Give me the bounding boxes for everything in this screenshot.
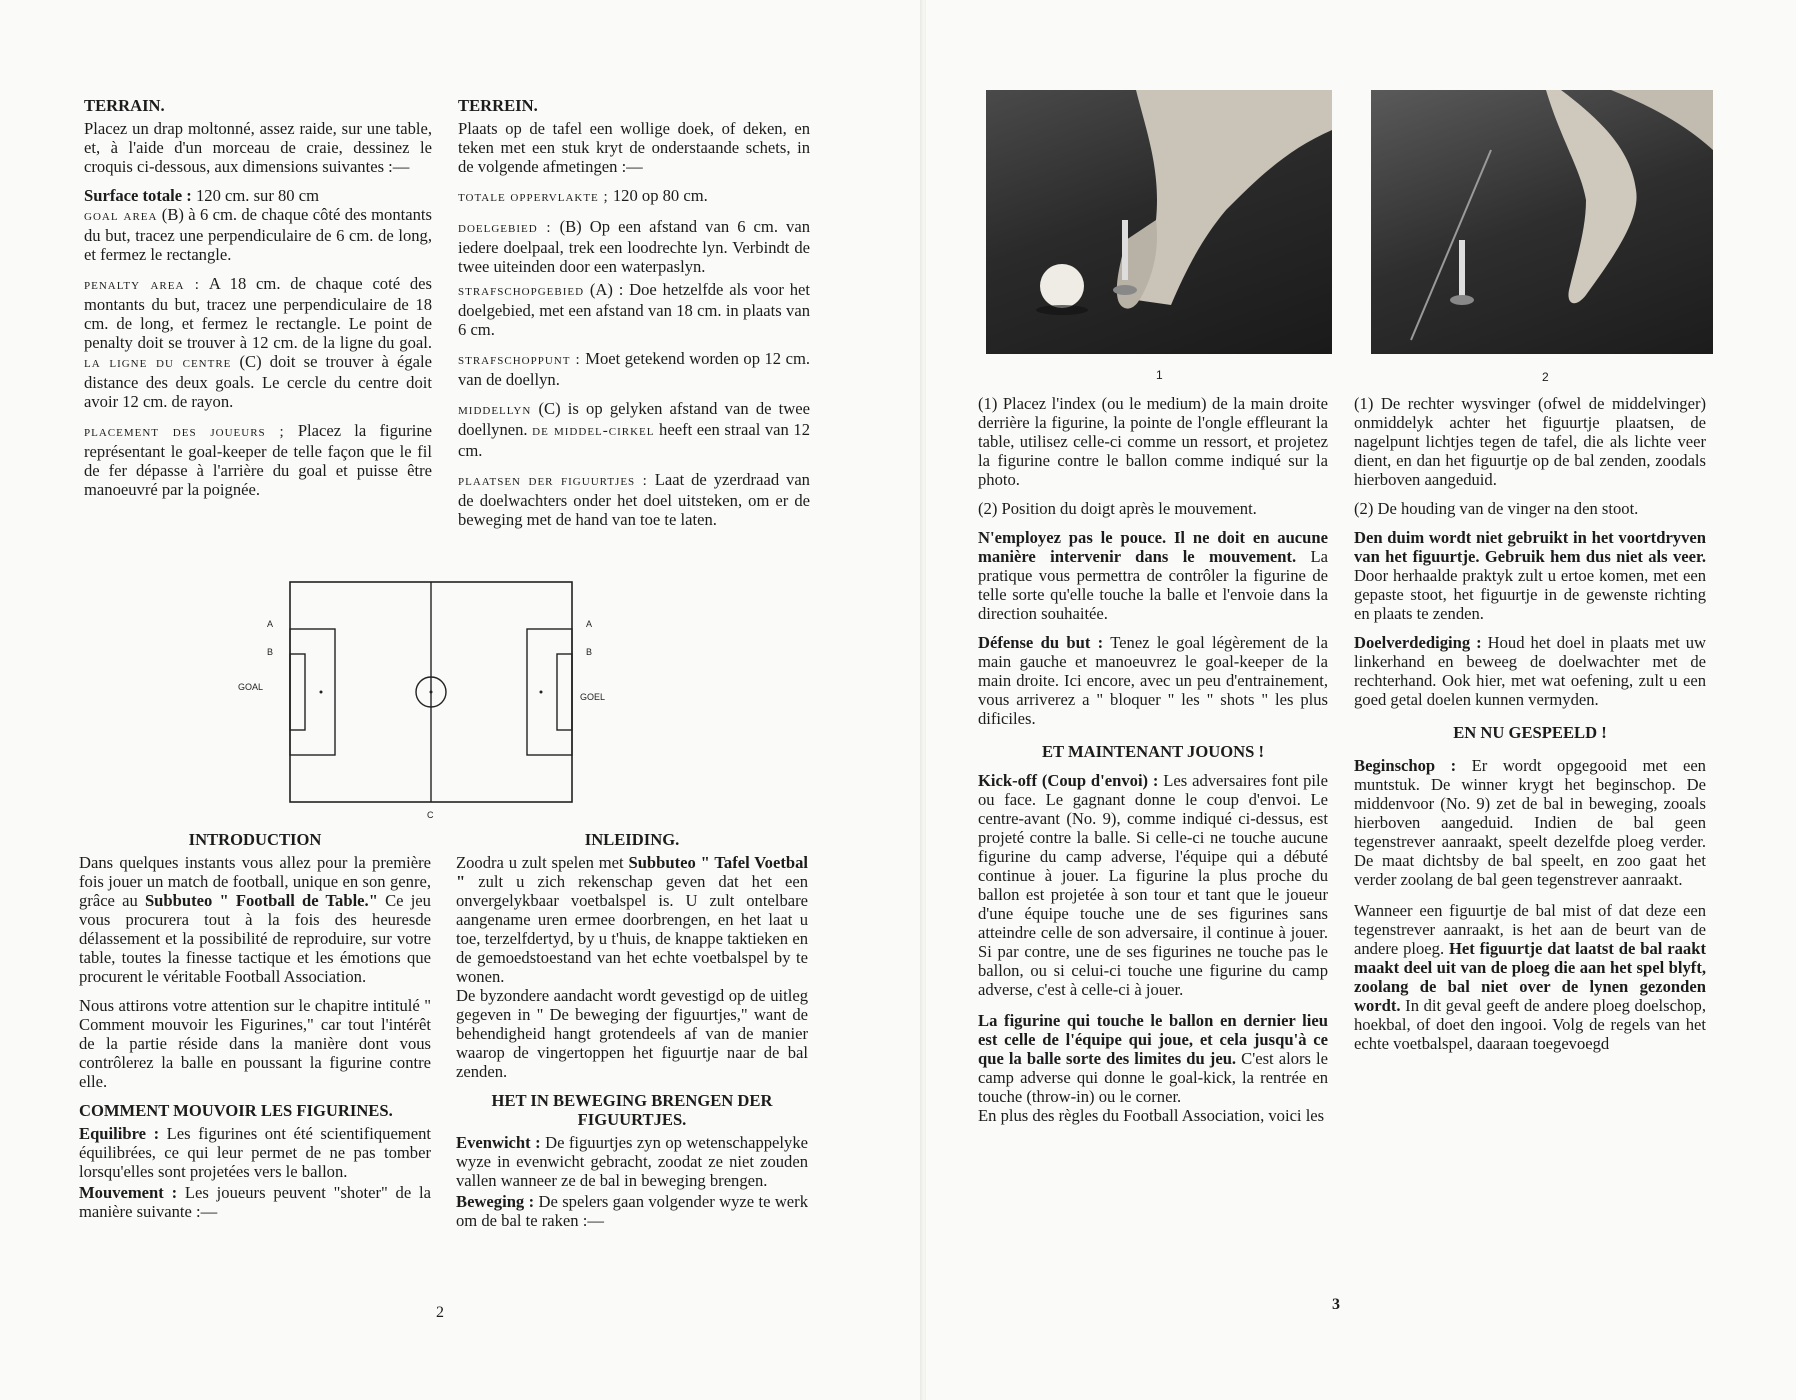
penalty-area-text: A 18 cm. de chaque coté des montants du but, tracez une perpendiculaire de 18 cm. de long, et fermez le rectangle. Le point de penalty doit se trouver à 12 cm. de la ligne du goal. — [84, 274, 432, 352]
intro-fr-p1 — [79, 853, 431, 986]
penalty-spot-right — [540, 691, 543, 694]
right-nl-column — [1354, 394, 1706, 1063]
intro-fr-column — [79, 830, 431, 1231]
placement-label: placement des joueurs ; — [84, 424, 285, 440]
nl-houding: (2) De houding van de vinger na den stoot. — [1354, 499, 1639, 518]
intro-nl-title: INLEIDING. — [584, 830, 680, 849]
equilibre-text: Les figurines ont été scientifiquement équilibrées, ce qui leur permet de ne pas tomber lorsqu'elles sont projetées vers le ballon. — [79, 1124, 431, 1181]
strafschopgebied-label: strafschopgebied — [458, 283, 585, 299]
right-fr-column — [978, 394, 1328, 1135]
intro-nl-column — [456, 830, 808, 1240]
photo-finger-after — [1371, 90, 1713, 354]
equilibre-para — [79, 1124, 431, 1181]
intro-fr-p2: Nous attirons votre attention sur le chapitre intitulé " Comment mouvoir les Figurines," car tout l'intérêt de la partie réside dans la manière dont vous contrôlerez la balle en poussant la figurine contre elle. — [79, 996, 431, 1091]
ligne-centre-text: (C) doit se trouver à égale distance des deux goals. Le cercle du centre doit avoir 12 cm. de rayon. — [84, 352, 432, 411]
terrein-nl-totale — [458, 186, 810, 207]
terrein-nl-plaatsen — [458, 470, 810, 529]
field-label-a-right: A — [586, 619, 593, 629]
fr-last-touch-bold: La figurine qui touche le ballon en dernier lieu est celle de l'équipe qui joue, et cela jusqu'à ce que la balle sorte des limites du jeu. — [978, 1011, 1328, 1068]
finger-flick-illustration — [986, 90, 1332, 354]
terrain-fr-placement — [84, 421, 432, 499]
terrein-nl-strafschopgebied — [458, 280, 810, 339]
fr-defense-label: Défense du but : — [978, 633, 1104, 652]
placement-text: Placez la figurine représentant le goal-keeper de telle façon que le fil de fer dépasse à l'arrière du goal et puisse être manoeuvré par la poignée. — [84, 421, 433, 499]
goal-area-left — [290, 654, 305, 730]
nl-doel-label: Doelverdediging : — [1354, 633, 1482, 652]
page-number-right: 3 — [1332, 1296, 1340, 1313]
intro-nl-p1 — [456, 853, 808, 986]
intro-fr-football-de-table: " Football de Table." — [212, 891, 378, 910]
terrein-nl-middellyn — [458, 399, 810, 460]
finger-after-illustration — [1371, 90, 1713, 354]
beweging-title: HET IN BEWEGING BRENGEN DER FIGUURTJES. — [491, 1091, 773, 1129]
nl-duim-bold: Den duim wordt niet gebruikt in het voortdryven van het figuurtje. Gebruik hem dus niet als veer. — [1354, 528, 1706, 566]
nl-doel-text: Houd het doel in plaats met uw linkerhand en beweeg de doelwachter met de rechterhand. Ook hier, met wat oefening, zult u een goed getal doelen kunnen vermyden. — [1354, 633, 1706, 709]
nl-duim-text: Door herhaalde praktyk zult u ertoe komen, met een gepaste stoot, het figuurtje in de gewenste richting en plaats te zenden. — [1354, 566, 1706, 623]
strafschoppunt-label: strafschoppunt : — [458, 352, 581, 368]
fr-last-touch-text: C'est alors le camp adverse qui donne le goal-kick, la rentrée en touche (throw-in) ou le corner. — [978, 1049, 1329, 1106]
terrein-nl-title: TERREIN. — [458, 96, 538, 115]
fr-kickoff-label: Kick-off (Coup d'envoi) : — [978, 771, 1159, 790]
mouvement-label: Mouvement : — [79, 1183, 178, 1202]
totale-text: 120 op 80 cm. — [608, 186, 708, 205]
nl-beginschop-text: Er wordt opgegooid met een muntstuk. De winner krygt het beginschop. De middenvoor (No. 9) zet de bal in beweging, zooals hierboven aangeduid. Indien de bal geen tegenstrever aanraakt, speelt dezelfde ploeg verder. De maat dichtsby de bal speelt, en zoo gaat het verder zoolang de bal geen tegenstrever aanraakt. — [1354, 756, 1706, 889]
fr-position-doigt: (2) Position du doigt après le mouvement. — [978, 499, 1257, 518]
terrein-nl-strafschoppunt — [458, 349, 810, 389]
intro-fr-subbuteo: Subbuteo — [144, 891, 213, 910]
terrain-fr-surface — [84, 186, 432, 205]
penalty-area-right — [527, 629, 572, 755]
middellyn-text-b: heeft een straal van 12 cm. — [458, 420, 811, 460]
fr-kickoff — [978, 771, 1328, 999]
plaatsen-text: Laat de yzerdraad van de doelwachters onder het doel uitsteken, om er de beweging met de hand van toe te laten. — [458, 470, 810, 529]
field-label-goel-right: GOEL — [580, 692, 606, 702]
penalty-spot-left — [320, 691, 323, 694]
terrain-fr-goal-area — [84, 205, 432, 264]
intro-nl-subbuteo: Subbuteo " Tafel Voetbal " — [456, 853, 808, 891]
field-label-c: C — [427, 810, 434, 820]
terrein-nl-intro: Plaats op de tafel een wollige doek, of deken, en teken met een stuk kryt de onderstaande schets, in de volgende afmetingen :— — [458, 119, 810, 176]
intro-nl-p2: De byzondere aandacht wordt gevestigd op de uitleg gegeven in " De beweging der figuurtjes," want de behendigheid hangt grotendeels af van de manier waarop de vingertoppen het figuurtje naar de bal zenden. — [456, 986, 808, 1081]
intro-fr-title: INTRODUCTION — [188, 830, 322, 849]
goal-area-text: (B) à 6 cm. de chaque côté des montants du but, tracez une perpendiculaire de 6 cm. de long, et fermez le rectangle. — [84, 205, 432, 264]
nl-wanneer-a: Wanneer een figuurtje de bal mist of dat deze een tegenstrever aanraakt, is het aan de beurt van de andere ploeg. — [1354, 901, 1706, 958]
page-number-left: 2 — [436, 1304, 444, 1321]
fr-pouce-bold: N'employez pas le pouce. Il ne doit en aucune manière intervenir dans le mouvement. — [978, 528, 1328, 566]
comment-mouvoir-title: COMMENT MOUVOIR LES FIGURINES. — [79, 1101, 393, 1120]
terrein-nl-doelgebied — [458, 217, 810, 276]
nl-duim — [1354, 528, 1706, 623]
intro-nl-p1-a: Zoodra u zult spelen met — [456, 853, 629, 872]
fr-en-plus: En plus des règles du Football Association, voici les — [978, 1106, 1325, 1125]
plaatsen-label: plaatsen der figuurtjes : — [458, 473, 648, 489]
nl-doelverdediging — [1354, 633, 1706, 709]
fr-pouce-text: La pratique vous permettra de contrôler la figurine de telle sorte qu'elle touche la balle et l'envoie dans la direction souhaitée. — [978, 547, 1328, 623]
beweging-label: Beweging : — [456, 1192, 535, 1211]
middellyn-text-a: (C) is op gelyken afstand van de twee doellynen. — [458, 399, 810, 439]
terrain-fr-intro: Placez un drap moltonné, assez raide, sur une table, et, à l'aide d'un morceau de craie, dessinez le croquis ci-dessous, aux dimensions suivantes :— — [84, 119, 432, 176]
nl-wanneer — [1354, 901, 1706, 1053]
photo2-number: 2 — [1542, 370, 1549, 384]
intro-fr-p1-a: Dans quelques instants vous allez pour la première fois jouer un match de football, unique en son genre, grâce au — [79, 853, 431, 910]
terrein-nl-column — [458, 96, 810, 539]
middellyn-label: middellyn — [458, 402, 532, 418]
photo-finger-flick — [986, 90, 1332, 354]
fr-placez-index: (1) Placez l'index (ou le medium) de la main droite derrière la figurine, la pointe de l'ongle effleurant la table, utilisez celle-ci comme un ressort, et projetez la figurine contre le ballon comme indiqué sur la photo. — [978, 394, 1328, 489]
evenwicht-para — [456, 1133, 808, 1190]
photo1-number: 1 — [1156, 368, 1163, 382]
nl-wysvinger: (1) De rechter wysvinger (ofwel de middelvinger) onmiddelyk achter het figuurtje plaatsen, de nagelpunt lichtjes tegen de tafel, die als lichte veer dient, en dan het figuurtje op de bal zenden, zoodals hierboven aangeduid. — [1354, 394, 1706, 489]
field-label-b-left: B — [267, 647, 274, 657]
doelgebied-label: doelgebied : — [458, 220, 552, 236]
penalty-area-label: penalty area : — [84, 277, 200, 293]
fr-last-touch — [978, 1011, 1328, 1106]
terrain-fr-column — [84, 96, 432, 509]
penalty-area-left — [290, 629, 335, 755]
nl-beginschop — [1354, 756, 1706, 889]
mouvement-para — [79, 1183, 431, 1221]
field-label-b-right: B — [586, 647, 593, 657]
field-label-a-left: A — [267, 619, 274, 629]
nl-beginschop-label: Beginschop : — [1354, 756, 1457, 775]
center-spot — [430, 691, 433, 694]
jouons-title: ET MAINTENANT JOUONS ! — [1041, 742, 1265, 761]
surface-label: Surface totale : — [84, 186, 192, 205]
field-label-goal-left: GOAL — [238, 682, 264, 692]
terrain-fr-penalty-area — [84, 274, 432, 411]
strafschoppunt-text: Moet getekend worden op 12 cm. van de doellyn. — [458, 349, 811, 389]
fr-pouce — [978, 528, 1328, 623]
beweging-para — [456, 1192, 808, 1230]
fr-defense — [978, 633, 1328, 728]
football-field-diagram — [230, 574, 650, 824]
totale-label: totale oppervlakte ; — [458, 189, 609, 205]
evenwicht-label: Evenwicht : — [456, 1133, 541, 1152]
nl-wanneer-b: In dit geval geeft de andere ploeg doelschop, hoekbal, of doet den ingooi. Volg de regels van het echte voetbalspel, daaraan toegevoegd — [1354, 996, 1706, 1053]
intro-fr-p1-d: Ce jeu vous procurera tout à la fois des heuresde délassement et la possibilité de reproduire, sur votre table, toutes la finesse tactique et les émotions que procurent le véritable Football Association. — [79, 891, 431, 986]
ligne-centre-label: la ligne du centre — [84, 355, 232, 371]
intro-nl-p1-c: zult u zich rekenschap geven dat het een onvergelykbaar voetbalspel is. U zult ontelbare aangename uren ermee doorbrengen, en het laat u toe, terzelfdertyd, by u t'huis, de knappe taktieken en de gemoedstoestand van het echte voetbalspel by te wonen. — [456, 872, 808, 986]
equilibre-label: Equilibre : — [79, 1124, 160, 1143]
doelgebied-text: (B) Op een afstand van 6 cm. van iedere doelpaal, trek een loodrechte lyn. Verbindt de twee uiteinden door een waterpaslyn. — [458, 217, 811, 276]
fr-defense-text: Tenez le goal légèrement de la main gauche et manoeuvrez le goal-keeper de la main droite. Ici encore, avec un peu d'entrainement, vous arriverez a " bloquer " les " shots " les plus dificiles. — [978, 633, 1328, 728]
gespeeld-title: EN NU GESPEELD ! — [1453, 723, 1607, 742]
mouvement-text: Les joueurs peuvent "shoter" de la manière suivante :— — [79, 1183, 431, 1221]
fr-kickoff-text: Les adversaires font pile ou face. Le gagnant donne le coup d'envoi. Le centre-avant (No. 9), comme indiqué ci-dessus, est projeté contre la balle. Si celle-ci ne touche aucune figurine du camp adverse, l'équipe qui a débuté continue à jouer. La figurine la plus proche du ballon est projetée à son tour et tant que le joueur d'une équipe touche une de ses figurines sans atteindre celle de son adversaire, il continue à jouer. Si par contre, une de ses figurines ne touche pas le ballon, ou si celui-ci touche une figurine du camp adverse, c'est à celle-ci à jouer. — [978, 771, 1328, 999]
strafschopgebied-text: (A) : Doe hetzelfde als voor het doelgebied, met een afstand van 18 cm. in plaats van 6 cm. — [458, 280, 810, 339]
terrain-fr-title: TERRAIN. — [84, 96, 165, 115]
middelcirkel-label: de middel-cirkel — [532, 423, 655, 439]
surface-text: 120 cm. sur 80 cm — [191, 186, 320, 205]
evenwicht-text: De figuurtjes zyn op wetenschappelyke wyze in evenwicht gebracht, zoodat ze niet zouden vallen wanneer ze de bal in beweging brengen. — [456, 1133, 808, 1190]
goal-area-label: goal area — [84, 208, 158, 224]
nl-wanneer-bold: Het figuurtje dat laatst de bal raakt maakt deel uit van de ploeg die aan het spel blyft, zoolang de bal niet over de lynen gezonden wordt. — [1354, 939, 1706, 1015]
goal-area-right — [557, 654, 572, 730]
beweging-text: De spelers gaan volgender wyze te werk om de bal te raken :— — [456, 1192, 808, 1230]
